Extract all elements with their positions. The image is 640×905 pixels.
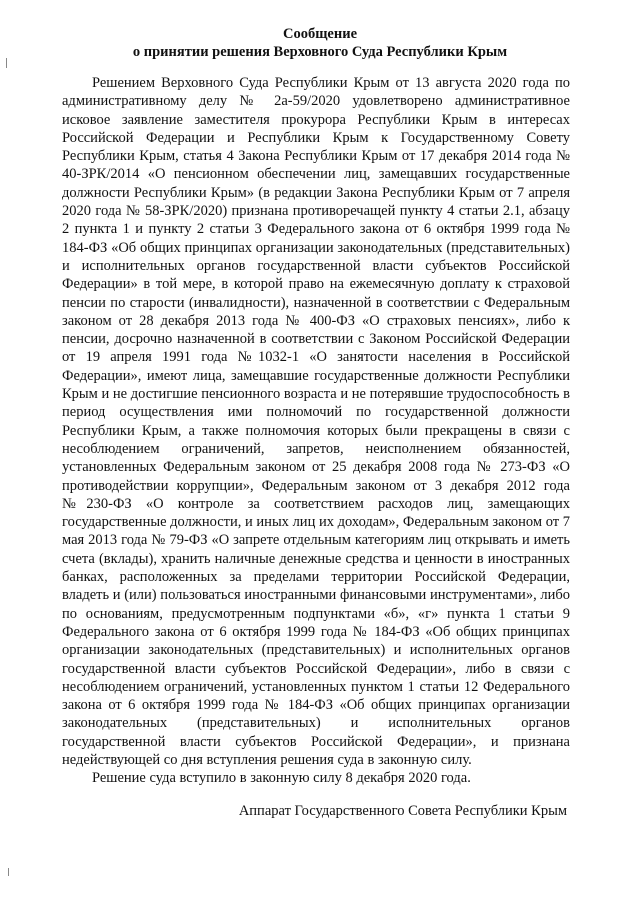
body-paragraph: Решением Верховного Суда Республики Крым от 13 августа 2020 года по административному делу № 2а-59/2020 удовлетворено административное исковое заявление заместителя прокурора Республики Крым в интересах Российской Федерации и Республики Крым к Государственному Совету Республики Крым, статья 4 Закона Республики Крым от 17 декабря 2014 года № 40-ЗРК/2014 «О пенсионном обеспечении лиц, замещавших государственные должности Республики Крым» (в редакции Закона Республики Крым от 7 апреля 2020 года № 58-ЗРК/2020) признана противоречащей пункту 4 статьи 2.1, абзацу 2 пункта 1 и пункту 2 статьи 3 Федерального закона от 6 октября 1999 года № 184-ФЗ «Об общих принципах организации законодательных (представительных) и исполнительных органов государственной власти субъектов Российской Федерации» в той мере, в которой право на ежемесячную доплату к страховой пенсии по старости (инвалидности), назначенной в соответствии с Федеральным законом от 28 декабря 2013 года № 400-ФЗ «О страховых пенсиях», либо к пенсии, досрочно назначенной в соответствии с Законом Российской Федерации от 19 апреля 1991 года №1032-1 «О занятости населения в Российской Федерации», имеют лица, замещавшие государственные должности Республики Крым и не достигшие пенсионного возраста и не потерявшие трудоспособность в период осуществления ими полномочий по государственной должности Республики Крым, а также полномочия которых были прекращены в связи с несоблюдением ограничений, запретов, неисполнением обязанностей, установленных Федеральным законом от 25 декабря 2008 года № 273-ФЗ «О противодействии коррупции», Федеральным законом от 3 декабря 2012 года №230-ФЗ «О контроле за соответствием расходов лиц, замещающих государственные должности, и иных лиц их доходам», Федеральным законом от 7 мая 2013 года № 79-ФЗ «О запрете отдельным категориям лиц открывать и иметь счета (вклады), хранить наличные денежные средства и ценности в иностранных банках, расположенных за пределами территории Российской Федерации, владеть и (или) пользоваться иностранными финансовыми инструментами», либо по основаниям, предусмотренным подпунктами «б», «г» пункта 1 статьи 9 Федерального закона от 6 октября 1999 года № 184-ФЗ «Об общих принципах организации законодательных (представительных) и исполнительных органов государственной власти субъектов Российской Федерации», либо в связи с несоблюдением ограничений, установленных пунктом 1 статьи 12 Федерального закона от 6 октября 1999 года № 184-ФЗ «Об общих принципах организации законодательных (представительных) и исполнительных органов государственной власти субъектов Российской Федерации», и признана недействующей со дня вступления решения суда в законную силу. (62, 75, 570, 768)
document-subtitle: о принятии решения Верховного Суда Республики Крым (132, 44, 508, 60)
document-title: Сообщение (282, 26, 358, 42)
document-body (62, 74, 570, 788)
signature: Аппарат Государственного Совета Республики Крым (238, 803, 567, 819)
body-paragraph-effective-date: Решение суда вступило в законную силу 8 декабря 2020 года. (92, 770, 471, 787)
scan-mark-bottom (8, 868, 9, 876)
